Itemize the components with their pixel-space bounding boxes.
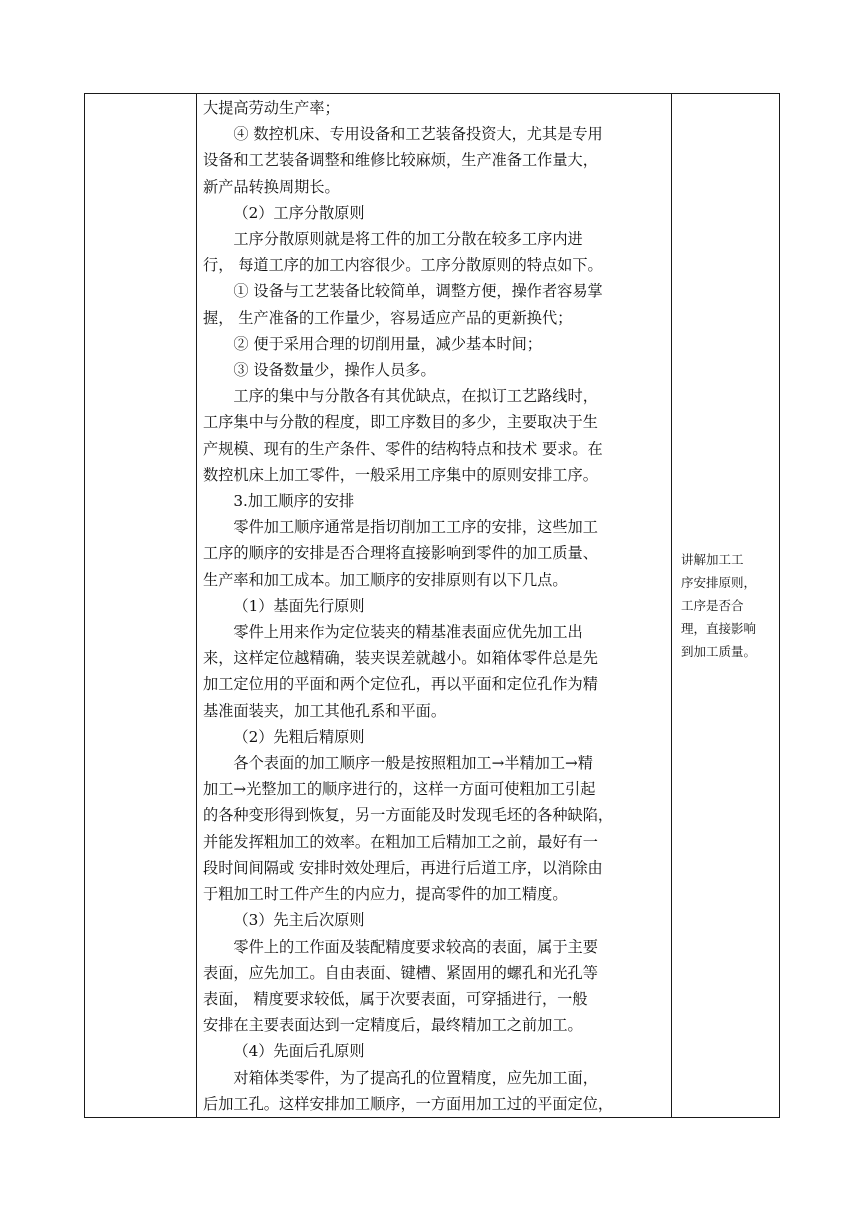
content-line: 对箱体类零件，为了提高孔的位置精度，应先加工面， <box>233 1068 598 1087</box>
note-line: 理，直接影响 <box>681 620 757 636</box>
content-line: 表面，应先加工。自由表面、键槽、紧固用的螺孔和光孔等 <box>203 963 598 982</box>
content-line: 来，这样定位越精确，装夹误差就越小。如箱体零件总是先 <box>203 649 598 668</box>
content-line: 产规模、现有的生产条件、零件的结构特点和技术 要求。在 <box>203 439 603 458</box>
content-line: 工序分散原则就是将工件的加工分散在较多工序内进 <box>233 230 583 249</box>
content-line: （3）先主后次原则 <box>233 911 365 930</box>
note-line: 讲解加工工 <box>681 551 744 567</box>
content-line: 工序的集中与分散各有其优缺点，在拟订工艺路线时， <box>233 387 598 406</box>
teaching-note-cell <box>672 94 780 1118</box>
content-line: 零件加工顺序通常是指切削加工工序的安排，这些加工 <box>233 518 598 537</box>
content-line: （2）工序分散原则 <box>233 203 365 222</box>
content-line: 加工→光整加工的顺序进行的，这样一方面可使粗加工引起 <box>203 780 596 799</box>
content-line: 并能发挥粗加工的效率。在粗加工后精加工之前，最好有一 <box>203 832 598 851</box>
content-line: 于粗加工时工件产生的内应力，提高零件的加工精度。 <box>203 885 568 904</box>
table-row <box>85 94 780 1118</box>
content-line: 工序集中与分散的程度，即工序数目的多少，主要取决于生 <box>203 413 598 432</box>
content-line: 各个表面的加工顺序一般是按照粗加工→半精加工→精 <box>233 754 593 773</box>
content-line: 设备和工艺装备调整和维修比较麻烦，生产准备工作量大， <box>203 151 598 170</box>
content-line: 的各种变形得到恢复，另一方面能及时发现毛坯的各种缺陷， <box>203 806 614 825</box>
teaching-note-text <box>672 548 779 663</box>
content-line: ③ 设备数量少，操作人员多。 <box>233 361 436 380</box>
content-line: 段时间间隔或 安排时效处理后，再进行后道工序，以消除由 <box>203 858 603 877</box>
content-line: ② 便于采用合理的切削用量，减少基本时间； <box>233 334 542 353</box>
content-line: 握， 生产准备的工作量少，容易适应产品的更新换代； <box>203 308 573 327</box>
content-line: （2）先粗后精原则 <box>233 727 365 746</box>
content-line: 新产品转换周期长。 <box>203 177 340 196</box>
content-line: 大提高劳动生产率； <box>203 99 340 117</box>
lesson-plan-table <box>84 93 780 1118</box>
left-empty-cell <box>85 94 197 1118</box>
content-line: 3.加工顺序的安排 <box>233 492 355 511</box>
content-line: 安排在主要表面达到一定精度后，最终精加工之前加工。 <box>203 1016 583 1035</box>
note-line: 工序是否合 <box>681 597 744 613</box>
content-text <box>197 94 671 1117</box>
content-line: 表面， 精度要求较低，属于次要表面，可穿插进行，一般 <box>203 989 588 1008</box>
content-line: 后加工孔。这样安排加工顺序，一方面用加工过的平面定位， <box>203 1094 614 1113</box>
content-line: （1）基面先行原则 <box>233 596 365 615</box>
content-line: ① 设备与工艺装备比较简单，调整方便，操作者容易掌 <box>233 282 603 301</box>
note-line: 序安排原则， <box>681 574 757 590</box>
content-line: 生产率和加工成本。加工顺序的安排原则有以下几点。 <box>203 570 568 589</box>
content-line: 加工定位用的平面和两个定位孔，再以平面和定位孔作为精 <box>203 675 598 694</box>
content-line: （4）先面后孔原则 <box>233 1042 365 1061</box>
content-line: 工序的顺序的安排是否合理将直接影响到零件的加工质量、 <box>203 544 598 563</box>
content-line: ④ 数控机床、专用设备和工艺装备投资大，尤其是专用 <box>233 125 603 144</box>
content-line: 基准面装夹，加工其他孔系和平面。 <box>203 701 446 720</box>
content-line: 零件上的工作面及装配精度要求较高的表面，属于主要 <box>233 937 598 956</box>
content-cell <box>197 94 672 1118</box>
content-line: 数控机床上加工零件，一般采用工序集中的原则安排工序。 <box>203 465 598 484</box>
content-line: 行， 每道工序的加工内容很少。工序分散原则的特点如下。 <box>203 256 603 275</box>
content-line: 零件上用来作为定位装夹的精基准表面应优先加工出 <box>233 623 583 642</box>
note-line: 到加工质量。 <box>681 643 757 659</box>
